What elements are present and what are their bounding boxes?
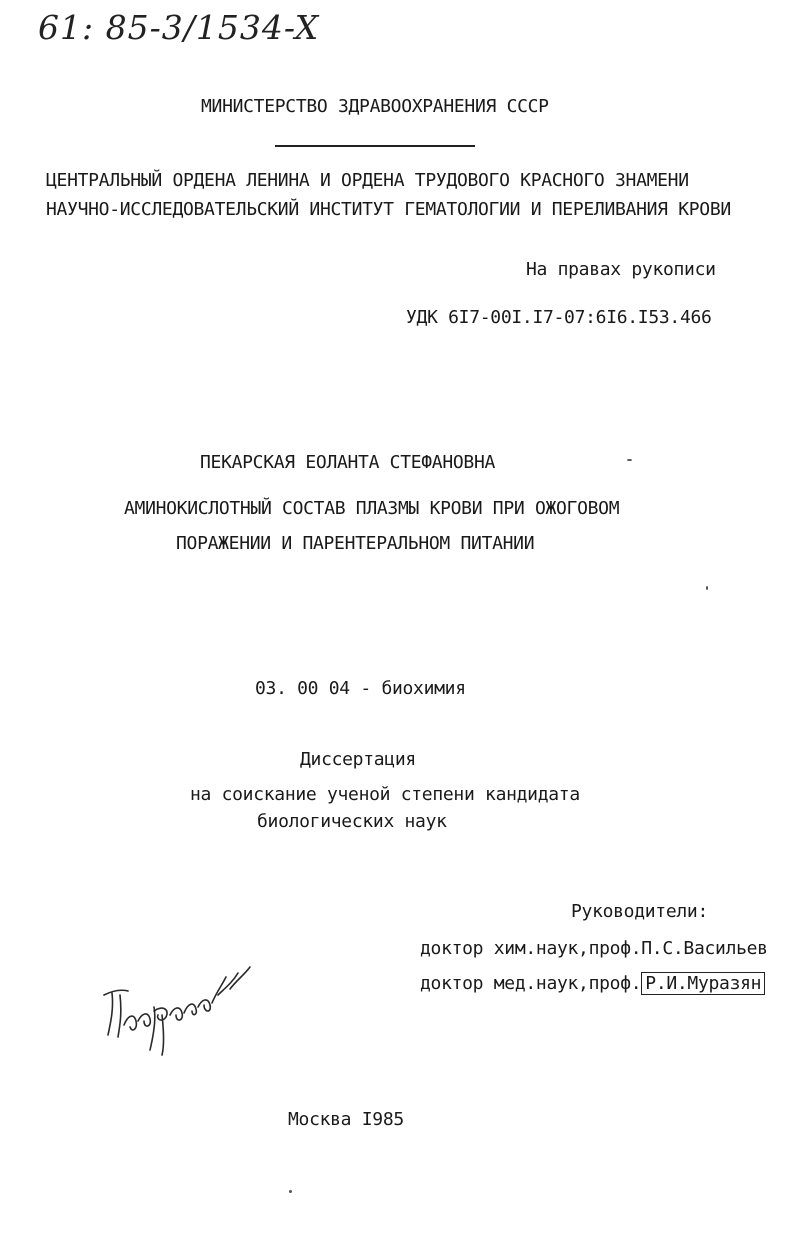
udc-code: УДК 6I7-00I.I7-07:6I6.I53.466 bbox=[406, 307, 712, 328]
author-name: ПЕКАРСКАЯ ЕОЛАНТА СТЕФАНОВНА bbox=[200, 452, 496, 473]
scan-speck bbox=[627, 459, 632, 461]
dissertation-title-line-1: АМИНОКИСЛОТНЫЙ СОСТАВ ПЛАЗМЫ КРОВИ ПРИ ОЖОГОВОМ bbox=[124, 498, 620, 519]
specialty-code: 03. 00 04 - биохимия bbox=[255, 678, 466, 699]
dissertation-title-line-2: ПОРАЖЕНИИ И ПАРЕНТЕРАЛЬНОМ ПИТАНИИ bbox=[176, 533, 535, 554]
author-signature bbox=[98, 955, 278, 1065]
dissertation-label: Диссертация bbox=[300, 749, 416, 770]
supervisors-label: Руководители: bbox=[571, 901, 708, 922]
institute-line-1: ЦЕНТРАЛЬНЫЙ ОРДЕНА ЛЕНИНА И ОРДЕНА ТРУДОВОГО КРАСНОГО ЗНАМЕНИ bbox=[46, 170, 689, 191]
supervisor-2 bbox=[420, 973, 765, 995]
scan-speck bbox=[289, 1190, 292, 1193]
supervisor-2-prefix: доктор мед.наук,проф. bbox=[420, 973, 642, 994]
ministry-heading: МИНИСТЕРСТВО ЗДРАВООХРАНЕНИЯ СССР bbox=[201, 96, 549, 117]
scan-speck bbox=[706, 586, 708, 590]
archive-code-handwritten: 61: 85-3/1534-X bbox=[38, 8, 320, 47]
supervisor-2-name-boxed: Р.И.Муразян bbox=[641, 972, 765, 995]
degree-line-2: биологических наук bbox=[257, 811, 447, 832]
degree-line-1: на соискание ученой степени кандидата bbox=[190, 784, 580, 805]
manuscript-rights: На правах рукописи bbox=[526, 259, 716, 280]
city-year: Москва I985 bbox=[288, 1109, 404, 1130]
institute-line-2: НАУЧНО-ИССЛЕДОВАТЕЛЬСКИЙ ИНСТИТУТ ГЕМАТОЛОГИИ И ПЕРЕЛИВАНИЯ КРОВИ bbox=[46, 199, 731, 220]
supervisor-1: доктор хим.наук,проф.П.С.Васильев bbox=[420, 938, 768, 959]
heading-divider bbox=[275, 145, 475, 147]
